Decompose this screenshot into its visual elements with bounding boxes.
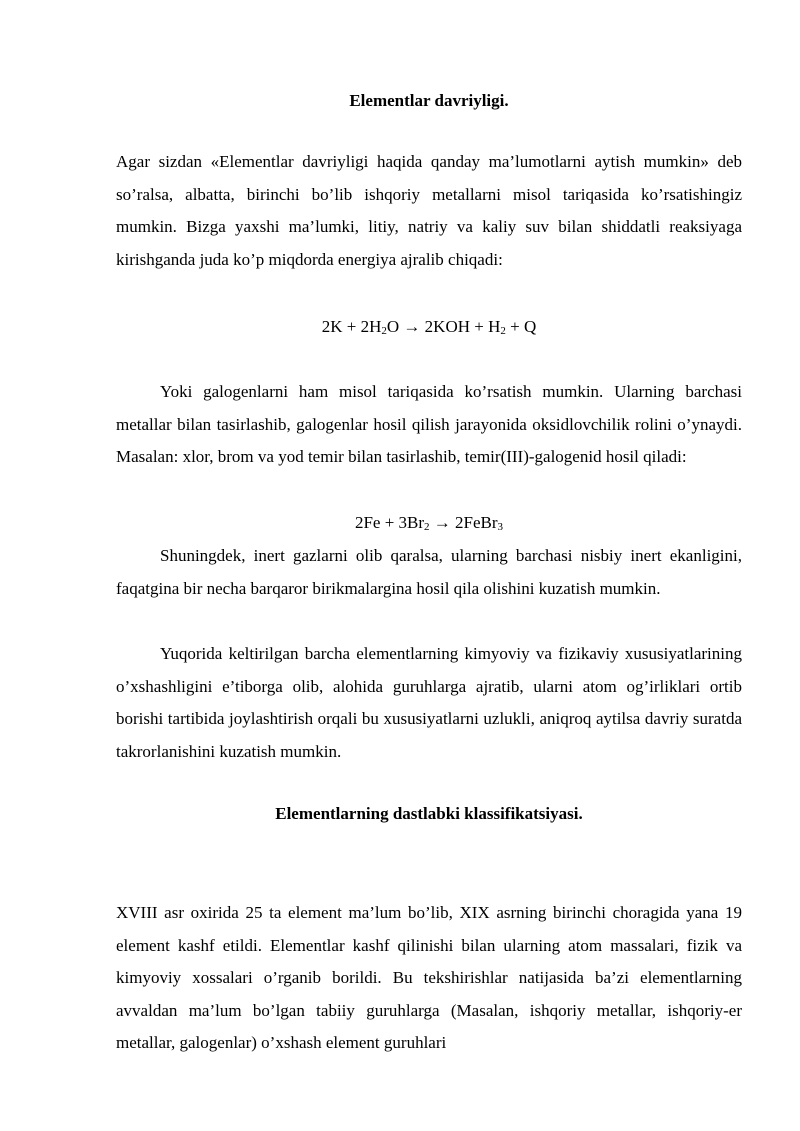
equation-iron-bromine [116,507,742,540]
equation-2-subscript-b: 3 [497,521,504,533]
paragraph-alkali-metals: Agar sizdan «Elementlar davriyligi haqida qanday ma’lumotlarni aytish mumkin» deb so’ralsa, albatta, birinchi bo’lib ishqoriy metallarni misol tariqasida ko’rsatishingiz mumkin. Bizga yaxshi ma’lumki, litiy, natriy va kaliy suv bilan shiddatli reaksiyaga kirishganda juda ko’p miqdorda energiya ajralib chiqadi: [116,152,742,269]
equation-1-part-b: O → 2KOH + H [386,317,501,336]
section-title-classification: Elementlarning dastlabki klassifikatsiyasi. [275,804,583,823]
paragraph-halogens: Yoki galogenlarni ham misol tariqasida ko’rsatish mumkin. Ularning barchasi metallar bilan tasirlashib, galogenlar hosil qilish jarayonida oksidlovchilik rolini o’ynaydi. Masalan: xlor, brom va yod temir bilan tasirlashib, temir(III)-galogenid hosil qiladi: [116,382,742,466]
equation-1-part-a: 2K + 2H [321,317,382,336]
document-page [116,0,742,1131]
paragraph-early-elements: XVIII asr oxirida 25 ta element ma’lum bo’lib, XIX asrning birinchi choragida yana 19 element kashf etildi. Elementlar kashf qilinishi bilan ularning atom massalari, fizik va kimyoviy xossalari o’rganib borildi. Bu tekshirishlar natijasida ba’zi elementlarning avvaldan ma’lum bo’lgan tabiiy guruhlarga (Masalan, ishqoriy metallar, ishqoriy-er metallar, galogenlar) o’xshash element guruhlari [116,903,742,1052]
equation-2-part-a: 2Fe + 3Br [354,513,425,532]
paragraph-inert-gases: Shuningdek, inert gazlarni olib qaralsa, ularning barchasi nisbiy inert ekanligini, faqatgina bir necha barqaror birikmalargina hosil qila olishini kuzatish mumkin. [116,546,742,598]
equation-1-subscript-b: 2 [500,325,506,337]
equation-2-part-b: → 2FeBr [429,513,498,532]
equation-1-subscript-a: 2 [381,325,387,337]
equation-potassium-water [116,311,742,344]
section-title-periodicity: Elementlar davriyligi. [349,91,509,110]
equation-1-part-c: + Q [505,317,537,336]
equation-2-subscript-a: 2 [424,521,430,533]
paragraph-classification-summary: Yuqorida keltirilgan barcha elementlarning kimyoviy va fizikaviy xususiyatlarining o’xshashligini e’tiborga olib, alohida guruhlarga ajratib, ularni atom og’irliklari ortib borishi tartibida joylashtirish orqali bu xususiyatlarni uzlukli, aniqroq aytilsa davriy suratda takrorlanishini kuzatish mumkin. [116,644,742,761]
